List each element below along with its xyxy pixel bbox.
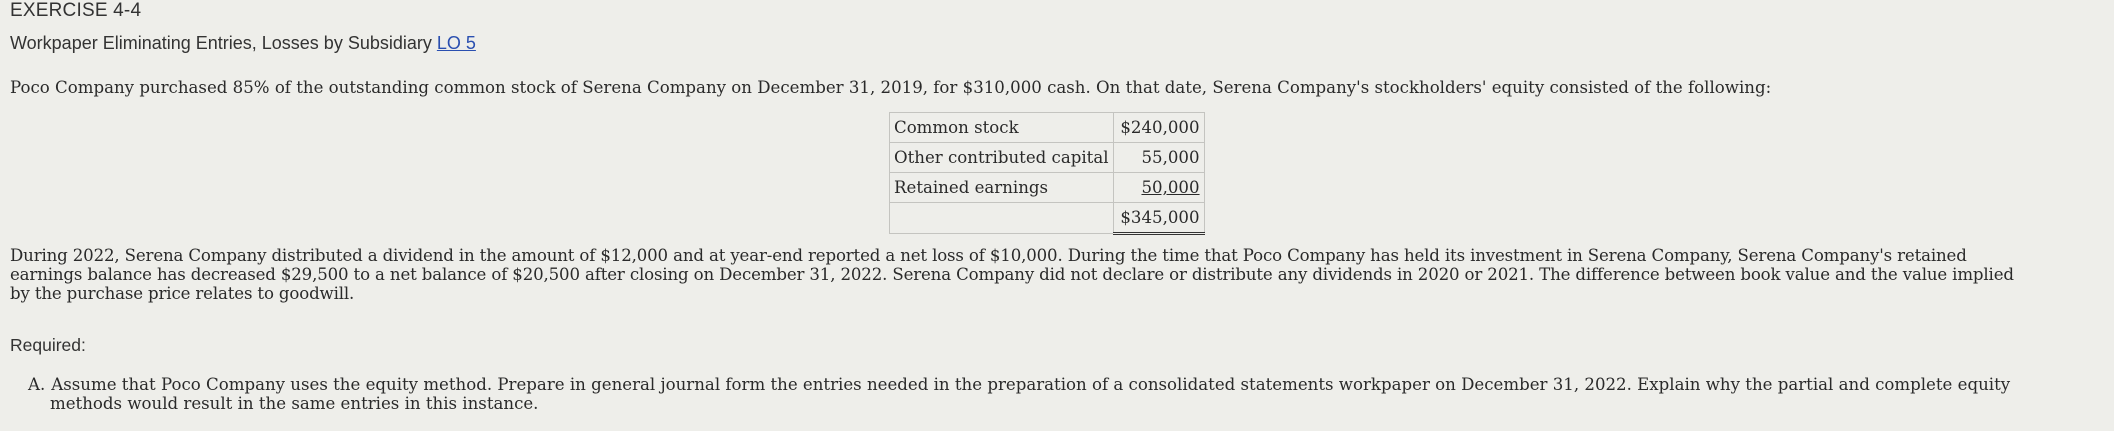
row-label: Other contributed capital: [890, 143, 1114, 173]
exercise-subtitle: [10, 33, 476, 54]
requirement-item: [28, 375, 2088, 413]
table-total-row: [890, 203, 1205, 234]
table-row: [890, 113, 1205, 143]
row-amount: $240,000: [1113, 113, 1204, 143]
requirement-text: Assume that Poco Company uses the equity method. Prepare in general journal form the entries needed in the preparation of a consolidated statements workpaper on December 31, 2022. Explain why the partial and complete equity: [51, 375, 2011, 394]
stockholders-equity-table: [889, 112, 1205, 235]
row-label: Common stock: [890, 113, 1114, 143]
row-amount: 50,000: [1113, 173, 1204, 203]
paragraph-line: by the purchase price relates to goodwill.: [10, 284, 355, 303]
during-paragraph: [10, 246, 2100, 303]
required-heading: Required:: [10, 335, 86, 355]
intro-paragraph: Poco Company purchased 85% of the outstanding common stock of Serena Company on December 31, 2019, for $310,000 cash. On that date, Serena Company's stockholders' equity consisted of the following:: [10, 78, 1772, 97]
paragraph-line: earnings balance has decreased $29,500 to a net balance of $20,500 after closing on December 31, 2022. Serena Company did not declare or distribute any dividends in 2020 or 2021. The difference between book value and the value implied: [10, 265, 2014, 284]
exercise-title: EXERCISE 4-4: [10, 0, 142, 21]
requirement-text-continued: methods would result in the same entries in this instance.: [50, 394, 539, 413]
row-amount: 55,000: [1113, 143, 1204, 173]
total-amount: $345,000: [1113, 203, 1204, 234]
requirement-letter: A.: [28, 375, 46, 394]
subtitle-text: Workpaper Eliminating Entries, Losses by Subsidiary: [10, 33, 432, 53]
table-row: [890, 173, 1205, 203]
paragraph-line: During 2022, Serena Company distributed a dividend in the amount of $12,000 and at year-end reported a net loss of $10,000. During the time that Poco Company has held its investment in Serena Company, Serena Company's retained: [10, 246, 1967, 265]
total-label-cell: [890, 203, 1114, 234]
table-row: [890, 143, 1205, 173]
learning-objective-link[interactable]: LO 5: [436, 33, 476, 53]
row-label: Retained earnings: [890, 173, 1114, 203]
